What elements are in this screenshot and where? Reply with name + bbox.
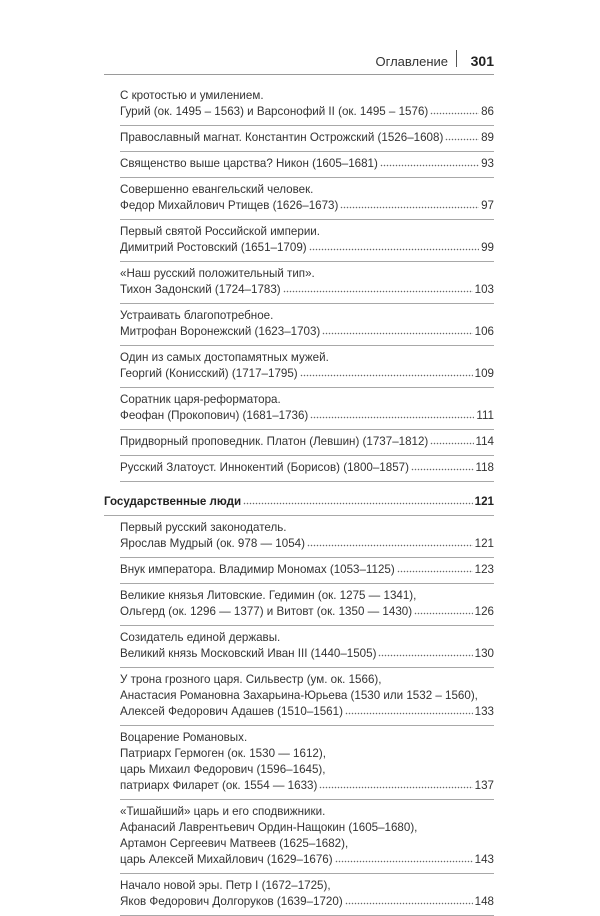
toc-entry-line	[120, 240, 494, 256]
toc-entry-line	[120, 804, 494, 820]
toc-entry-line	[120, 224, 494, 240]
toc-entry[interactable]	[120, 152, 494, 178]
toc-entry-line	[120, 88, 494, 104]
toc-entry-text: Патриарх Гермоген (ок. 1530 — 1612),	[120, 747, 326, 760]
toc-entry-text: Гурий (ок. 1495 – 1563) и Варсонофий II (ок. 1495 – 1576)	[120, 105, 429, 118]
toc-entry-line	[120, 604, 494, 620]
dot-leader	[335, 853, 473, 863]
toc-entry-text: Внук императора. Владимир Мономах (1053–1125)	[120, 563, 395, 576]
dot-leader	[345, 895, 473, 905]
toc-entry-text: Великие князья Литовские. Гедимин (ок. 1275 — 1341),	[120, 589, 417, 602]
dot-leader	[340, 199, 479, 209]
dot-leader	[380, 157, 479, 167]
dot-leader	[397, 563, 473, 573]
page-number: 301	[470, 53, 494, 69]
toc-entry-page: 106	[474, 325, 494, 338]
toc-entry-line	[120, 672, 494, 688]
toc-entry[interactable]	[120, 456, 494, 482]
toc-entry-text: Алексей Федорович Адашев (1510–1561)	[120, 705, 343, 718]
toc-entry-text: Ярослав Мудрый (ок. 978 — 1054)	[120, 537, 305, 550]
dot-leader	[430, 435, 473, 445]
toc-entry-text: Великий князь Московский Иван III (1440–1505)	[120, 647, 377, 660]
dot-leader	[243, 495, 473, 505]
toc-entry-page: 114	[475, 435, 494, 448]
toc-entry-line	[120, 588, 494, 604]
toc-entry-page: 97	[481, 199, 494, 212]
toc-entry-text: Тихон Задонский (1724–1783)	[120, 283, 281, 296]
toc-entry-line	[120, 350, 494, 366]
toc-entry[interactable]	[120, 874, 494, 916]
toc-entry-line	[120, 156, 494, 172]
toc-entry[interactable]	[120, 388, 494, 430]
toc-entry-text: царь Алексей Михайлович (1629–1676)	[120, 853, 333, 866]
toc-entry[interactable]	[120, 262, 494, 304]
toc-entry-page: 126	[474, 605, 494, 618]
toc-entry-line	[120, 688, 494, 704]
toc-entry-line	[120, 460, 494, 476]
toc-entry[interactable]	[120, 220, 494, 262]
toc-entry-text: Яков Федорович Долгоруков (1639–1720)	[120, 895, 343, 908]
toc-entry-page: 130	[474, 647, 494, 660]
toc-entry-line	[120, 778, 494, 794]
toc-entry-line	[120, 704, 494, 720]
table-of-contents	[104, 84, 494, 916]
toc-entry-text: Русский Златоуст. Иннокентий (Борисов) (1800–1857)	[120, 461, 409, 474]
toc-entry-line	[120, 198, 494, 214]
toc-entry-line	[120, 366, 494, 382]
toc-entry[interactable]	[120, 178, 494, 220]
toc-entry-text: Первый русский законодатель.	[120, 521, 287, 534]
toc-entry-line	[120, 282, 494, 298]
dot-leader	[411, 461, 474, 471]
toc-entry-line	[120, 646, 494, 662]
toc-entry-text: патриарх Филарет (ок. 1554 — 1633)	[120, 779, 318, 792]
toc-entry-text: царь Михаил Федорович (1596–1645),	[120, 763, 326, 776]
toc-top-list	[104, 84, 494, 482]
toc-entry-line	[120, 434, 494, 450]
toc-entry-page: 109	[474, 367, 494, 380]
dot-leader	[309, 241, 479, 251]
toc-entry[interactable]	[120, 800, 494, 874]
toc-entry[interactable]	[120, 430, 494, 456]
toc-entry-line	[120, 878, 494, 894]
dot-leader	[345, 705, 473, 715]
toc-entry-text: Димитрий Ростовский (1651–1709)	[120, 241, 307, 254]
toc-entry-line	[120, 746, 494, 762]
dot-leader	[310, 409, 474, 419]
toc-entry-line	[120, 894, 494, 910]
dot-leader	[283, 283, 473, 293]
toc-entry[interactable]	[120, 84, 494, 126]
toc-entry[interactable]	[120, 668, 494, 726]
toc-entry[interactable]	[120, 558, 494, 584]
toc-entry[interactable]	[120, 626, 494, 668]
toc-entry-line	[120, 392, 494, 408]
toc-entry-page: 111	[476, 409, 494, 422]
toc-entry-line	[120, 104, 494, 120]
running-header	[104, 44, 494, 75]
toc-entry-text: Православный магнат. Константин Острожский (1526–1608)	[120, 131, 444, 144]
toc-section-list	[104, 516, 494, 916]
toc-entry-text: Начало новой эры. Петр I (1672–1725),	[120, 879, 331, 892]
toc-entry-page: 148	[474, 895, 494, 908]
toc-entry-line	[120, 130, 494, 146]
toc-entry-text: Митрофан Воронежский (1623–1703)	[120, 325, 321, 338]
toc-entry-line	[120, 852, 494, 868]
toc-entry-text: Один из самых достопамятных мужей.	[120, 351, 329, 364]
header-title: Оглавление	[375, 54, 448, 69]
toc-entry-text: Соратник царя-реформатора.	[120, 393, 281, 406]
toc-entry-page: 143	[474, 853, 494, 866]
dot-leader	[430, 105, 479, 115]
dot-leader	[378, 647, 472, 657]
toc-entry-text: Ольгерд (ок. 1296 — 1377) и Витовт (ок. 1350 — 1430)	[120, 605, 413, 618]
toc-entry-line	[120, 536, 494, 552]
toc-entry-text: Придворный проповедник. Платон (Левшин) (1737–1812)	[120, 435, 429, 448]
toc-entry-text: Георгий (Конисский) (1717–1795)	[120, 367, 298, 380]
toc-section-heading[interactable]	[104, 490, 494, 516]
toc-entry-page: 133	[474, 705, 494, 718]
toc-entry-line	[120, 820, 494, 836]
toc-entry-text: С кротостью и умилением.	[120, 89, 264, 102]
toc-entry-page: 118	[475, 461, 494, 474]
toc-entry-text: Афанасий Лаврентьевич Ордин-Нащокин (1605–1680),	[120, 821, 418, 834]
toc-entry-line	[120, 762, 494, 778]
toc-entry-text: «Наш русский положительный тип».	[120, 267, 315, 280]
toc-entry-page: 86	[481, 105, 494, 118]
toc-entry-text: Совершенно евангельский человек.	[120, 183, 314, 196]
dot-leader	[307, 537, 473, 547]
dot-leader	[319, 779, 472, 789]
toc-entry-text: Первый святой Российской империи.	[120, 225, 321, 238]
toc-entry[interactable]	[120, 516, 494, 558]
toc-entry-line	[120, 730, 494, 746]
toc-entry[interactable]	[120, 304, 494, 346]
toc-entry-line	[120, 836, 494, 852]
dot-leader	[300, 367, 473, 377]
toc-entry-text: Устраивать благопотребное.	[120, 309, 274, 322]
toc-entry-text: Анастасия Романовна Захарьина-Юрьева (1530 или 1532 – 1560),	[120, 689, 478, 702]
toc-entry-text: Феофан (Прокопович) (1681–1736)	[120, 409, 309, 422]
toc-entry-text: Священство выше царства? Никон (1605–1681)	[120, 157, 378, 170]
toc-entry-page: 121	[474, 537, 494, 550]
toc-entry-line	[120, 562, 494, 578]
toc-entry-text: «Тишайший» царь и его сподвижники.	[120, 805, 326, 818]
toc-entry[interactable]	[120, 726, 494, 800]
toc-entry-page: 123	[474, 563, 494, 576]
toc-entry-line	[120, 266, 494, 282]
toc-entry-line	[120, 520, 494, 536]
toc-entry-line	[120, 408, 494, 424]
toc-entry-page: 89	[481, 131, 494, 144]
header-divider	[456, 50, 457, 67]
toc-entry-page: 137	[474, 779, 494, 792]
dot-leader	[322, 325, 472, 335]
dot-leader	[414, 605, 473, 615]
toc-entry-text: Артамон Сергеевич Матвеев (1625–1682),	[120, 837, 349, 850]
dot-leader	[445, 131, 479, 141]
toc-entry[interactable]	[120, 126, 494, 152]
toc-entry-line	[120, 308, 494, 324]
toc-entry-page: 99	[481, 241, 494, 254]
toc-entry-line	[120, 182, 494, 198]
toc-entry-page: 103	[474, 283, 494, 296]
toc-entry[interactable]	[120, 584, 494, 626]
section-page: 121	[474, 495, 494, 508]
toc-entry-text: У трона грозного царя. Сильвестр (ум. ок. 1566),	[120, 673, 382, 686]
toc-entry-page: 93	[481, 157, 494, 170]
toc-entry-line	[120, 630, 494, 646]
toc-entry-line	[120, 324, 494, 340]
toc-entry-text: Созидатель единой державы.	[120, 631, 281, 644]
section-title: Государственные люди	[104, 495, 242, 508]
toc-entry[interactable]	[120, 346, 494, 388]
toc-entry-text: Воцарение Романовых.	[120, 731, 248, 744]
toc-entry-text: Федор Михайлович Ртищев (1626–1673)	[120, 199, 339, 212]
